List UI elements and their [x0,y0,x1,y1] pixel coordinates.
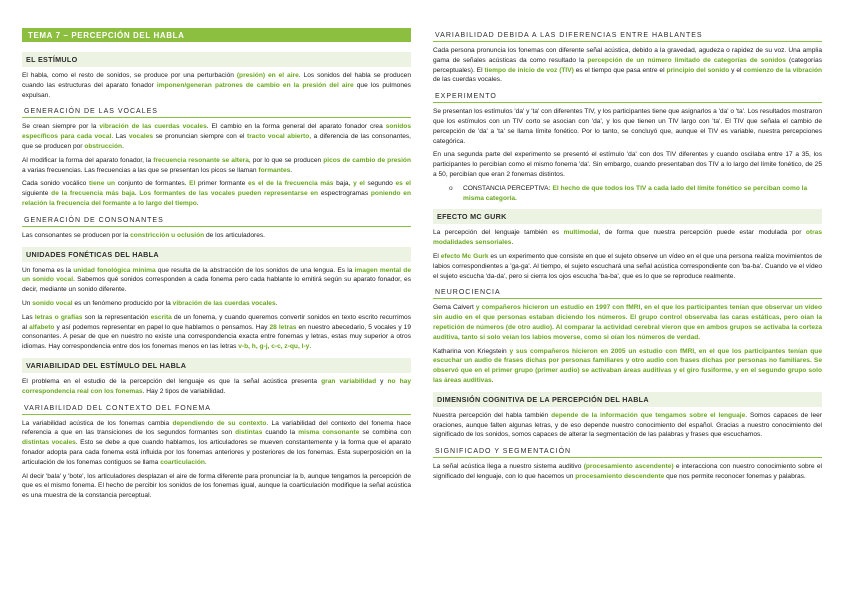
highlighted-term: principio del sonido [666,66,730,74]
highlighted-term: alfabeto [29,323,55,331]
text-run: y [376,377,388,385]
text-run: , de forma que nuestra percepción puede estar modulada por [598,229,806,237]
paragraph [22,122,411,151]
text-run: Se crean siempre por la [22,123,100,131]
paragraph [22,179,411,208]
highlighted-term: vocales [128,133,154,141]
highlighted-term: . El [184,180,198,188]
section-heading: NEUROCIENCIA [433,287,822,299]
text-run: que resulta de la abstracción de los sonidos de una lengua. Es la [155,266,355,274]
text-run: es el tiempo que pasa entre el [573,66,667,74]
paragraph [433,46,822,85]
paragraph [22,419,411,468]
list-item [463,184,822,204]
text-run: Al decir 'bala' y 'bote', los articuladores desplazan el aire de forma diferente para pronunciar la b, aunque tengamos la percepción de que es el mismo fonema. El hecho de percibir los sonidos de los fonemas igual, aunque la coarticulación modifique la señal acústica es una muestra de la constancia perceptual. [22,472,411,500]
highlighted-term: dependiendo de su contexto [172,419,267,427]
highlighted-term: tracto vocal abierto [247,133,310,141]
paragraph [22,377,411,397]
paragraph [22,299,411,309]
text-run: Se presentan los estímulos 'da' y 'ta' con diferentes TIV, y los participantes tiene que asignarlos a 'da' o 'ta'. Los resultados mostraron que los estímulos con un TIV corto se asocian con 'da', y los que tienen un TIV largo con 'ta'. El TIV que señala el cambio de percepción de 'da' a 'ta' se llama límite fonético. Por lo tanto, se concluyó que, aunque el TIV es variable, nuestra percepciones categórica. [433,108,822,145]
section-heading: SIGNIFICADO Y SEGMENTACIÓN [433,446,822,458]
text-run: baja [336,180,349,188]
text-run: de un fonema, y cuando queremos convertir sonidos en texto escrito recurrimos al [22,313,411,331]
text-run: . [122,142,124,150]
highlighted-term: obstrucción [84,142,123,150]
text-run: . [275,299,278,307]
section-unidades [22,247,411,352]
text-run: (categorías perceptuales). El [433,56,822,74]
highlighted-term: constricción u oclusión [130,231,205,239]
section-vocales [22,106,411,208]
highlighted-term: v-b, h, g-j, c-c, z-qu, l-y [238,343,310,351]
text-run: Un [22,299,33,307]
section-heading: EFECTO MC GURK [433,209,822,224]
text-run: . [309,343,312,351]
text-run: a varias frecuencias. Las frecuencias a las que se presentan los picos se llaman [22,166,259,174]
text-run: de los articuladores. [204,231,265,239]
highlighted-term: , y el [348,180,368,188]
section-contexto [22,403,411,501]
text-run: se pronuncian siempre con el [153,133,248,141]
page-title: TEMA 7 – PERCEPCIÓN DEL HABLA [22,28,411,42]
section-neurociencia [433,287,822,385]
highlighted-term: multimodal [563,229,599,237]
section-heading: VARIABILIDAD DEL CONTEXTO DEL FONEMA [22,403,411,415]
text-run: El habla, como el resto de sonidos, se produce por una perturbación [22,72,237,79]
text-run: El [433,252,441,260]
text-run: , por lo que se producen [248,156,324,164]
highlighted-term: es el de la frecuencia más [245,180,337,188]
highlighted-term: (procesamiento ascendente) [583,463,674,471]
text-run: en nuestro abecedario, 5 vocales y 19 consonantes. A pesar de que en nuestro no existe una correspondencia exacta entre fonemas y letras, estas muy superior a otros idiomas. Hay correspondencia entre dos los fonemas menos en las letras [22,323,411,351]
section-heading: EXPERIMENTO [433,91,822,103]
highlighted-term: escrita [150,313,172,321]
highlighted-term: procesamiento descendente [575,472,665,480]
highlighted-term: : El hecho de que todos los TIV a cada lado del límite fonético se perciban como la misma categoría. [463,184,808,202]
highlighted-term: gran variabilidad [321,377,377,385]
highlighted-term: tiempo de inicio de voz (TIV) [484,66,574,74]
text-run: Las consonantes se producen por la [22,231,131,239]
paragraph [22,71,411,100]
text-run: es un fenómeno producido por la [72,299,173,307]
section-experimento [433,91,822,203]
text-run: son la representación [82,313,151,321]
section-heading: DIMENSIÓN COGNITIVA DE LA PERCEPCIÓN DEL HABLA [433,392,822,407]
text-run: CONSTANCIA PERCEPTIVA [463,184,549,192]
highlighted-term: otras modalidades sensoriales [433,229,822,247]
text-run: Al modificar la forma del aparato fonador, la [22,156,154,164]
highlighted-term: imponen/generan patrones de cambio en la presión del aire [156,81,354,89]
text-run: de las cuerdas vocales. [433,76,502,84]
text-run: que los pulmones expulsan. [22,81,411,99]
highlighted-term: imagen mental de un sonido vocal [22,266,411,284]
highlighted-term: depende de la información que tengamos sobre el lenguaje [551,411,746,419]
text-run: . Sabemos qué sonidos corresponden a cada fonema pero cada hablante lo emitirá según su aparato fonador, es decir, mediante un sonido diferente. [22,276,412,294]
text-run: y así podemos representar en papel lo que hablamos o pensamos. Hay [54,323,270,331]
section-heading: VARIABILIDAD DEBIDA A LAS DIFERENCIAS ENTRE HABLANTES [433,30,822,42]
paragraph [433,228,822,248]
highlighted-term: no hay correspondencia real con los fonemas [22,377,411,395]
text-run: Nuestra percepción del habla también [433,411,552,419]
section-estimulo [22,52,411,100]
paragraph [22,472,411,501]
section-heading: VARIABILIDAD DEL ESTÍMULO DEL HABLA [22,358,411,373]
text-run: . Somos capaces de leer oraciones, aunque falten algunas letras, y de eso depende nuestro conocimiento del español. Gracias a nuestro conocimiento del significado de los sonidos, somos capaces de alterar la segmentación de las palabras y frases que escuchamos. [433,411,822,439]
highlighted-term: comienzo de la vibración [743,66,823,74]
paragraph [433,303,822,342]
highlighted-term: tiene un [86,180,118,188]
highlighted-term: frecuencia resonante se altera [153,156,249,164]
highlighted-term: sonido vocal [32,299,73,307]
text-run: conjunto de formantes [117,180,185,188]
highlighted-term: unidad fonológica mínima [73,266,156,274]
highlighted-term: es el [392,180,411,188]
text-run: Cada persona pronuncia los fonemas con diferente señal acústica, debido a la gravedad, agudeza o rapidez de su voz. Una amplia gama de señales acústicas da como resultado la [433,47,822,64]
highlighted-term: 28 letras [269,323,297,331]
section-variabilidad [22,358,411,397]
left-column [22,28,411,600]
section-cognitiva [433,392,822,440]
paragraph [433,411,822,440]
paragraph [22,156,411,176]
section-heading: GENERACIÓN DE CONSONANTES [22,215,411,227]
highlighted-term: de la frecuencia más baja. Los formantes de las vocales pueden representarse en [48,190,321,198]
highlighted-term: y sus compañeros hicieron en 2005 un estudio con fMRI, en el que los participantes tenían que escuchar un audio de frases dichas por personas familiares y otro audio con frases dichas por personas no familiares. Se observó que en el primer grupo (primer audio) se activaban áreas auditivas y el giro fusiforme, y en el segundo grupo solo las áreas auditivas. [433,347,822,384]
text-run: que nos permite reconocer fonemas y palabras. [664,472,806,480]
section-consonantes [22,215,411,241]
text-run: siguiente [22,190,49,198]
text-run: La percepción del lenguaje también es [433,229,564,237]
section-hablantes [433,30,822,85]
text-run: Katharina von Kriegstein [433,347,507,355]
highlighted-term: distintas vocales [22,439,76,447]
paragraph [433,347,822,386]
text-run: En una segunda parte del experimento se presentó el estímulo 'da' con dos TIV diferentes y cuando oscilaba entre 17 a 35, los participantes lo percibían como el mismo fonema 'da'. Sin embargo, cuando presentaban dos TIV a lo largo del límite fonético, de 25 a 50, percibían que eran 2 fonemas distintos. [433,151,822,178]
text-run: es un experimento que consiste en que el sujeto observe un vídeo en el que una persona realiza movimientos de labios correspondientes a 'ga-ga'. Al tiempo, el sujeto escuchará una señal acústica correspondiente con 'ba-ba'. Cuando ve el vídeo el sujeto escucha 'da-da', pero si cierra los ojos escucha 'ba-ba', que es lo que se reproduce realmente. [433,252,822,280]
text-run: y el [729,66,744,74]
highlighted-term: sonidos específicos para cada vocal [22,123,411,141]
text-run: Gema Calvert [433,304,474,312]
section-heading: GENERACIÓN DE LAS VOCALES [22,106,411,118]
text-run: . La variabilidad del contexto del fonema hace referencia a que en las transiciones de los segundos formantes son [22,419,412,437]
section-mcgurk [433,209,822,281]
highlighted-term: misma consonante [298,429,360,437]
paragraph [22,266,411,295]
paragraph [433,252,822,281]
highlighted-term: letras o grafías [34,313,83,321]
section-heading: EL ESTÍMULO [22,52,411,67]
text-run: La variabilidad acústica de los fonemas cambia [22,419,173,427]
highlighted-term: (presión) en el aire [236,72,299,79]
text-run: . Los sonidos del habla se producen cuando las estructuras del aparato fonador [22,72,411,89]
section-significado [433,446,822,482]
paragraph [433,462,822,482]
sub-list [433,184,822,204]
text-run: . Esto se debe a que cuando hablamos, los articuladores se mueven constantemente y la forma que el aparato fonador adopta para cada fonema está influida por los fonemas anteriores y posteriores de los fonemas. Esta superposición en la articulación de los fonemas contiguos se llama [22,439,411,466]
highlighted-term: picos de cambio de presión [323,156,411,164]
highlighted-term: percepción de un número limitado de categorías de sonidos [587,56,786,64]
text-run: segundo [367,180,393,188]
highlighted-term: y compañeros hicieron un estudio en 1997 con fMRI, en el que los participantes tenían que observar un vídeo sin audio en el que personas estaban diciendo los números. El grupo control observaba las caras estáticas, pero oían la repetición de números (de otro audio). Al comparar la actividad cerebral vieron que en ambos grupos se activaba la corteza auditiva, tanto si solo veían los labios moverse, como si oían los números de verdad. [433,304,822,341]
paragraph [433,150,822,179]
highlighted-term: distintas [235,429,263,437]
text-run: . [204,458,207,466]
highlighted-term: coarticulación [160,458,205,466]
highlighted-term: efecto Mc Gurk [440,252,489,260]
text-run: e interacciona con nuestro conocimiento sobre el significado del lenguaje, con lo que hacemos un [433,463,822,480]
section-heading: UNIDADES FONÉTICAS DEL HABLA [22,247,411,262]
text-run: . El cambio en la forma general del aparato fonador crea [206,123,386,131]
highlighted-term: formantes [258,166,291,174]
paragraph [22,231,411,241]
text-run: primer formante [198,180,246,188]
text-run: Un fonema es la [22,266,74,274]
text-run: Las [22,313,35,321]
paragraph [433,107,822,146]
highlighted-term: vibración de las cuerdas vocales [99,123,207,131]
text-run: . Hay 2 tipos de variabilidad. [142,387,226,395]
text-run: se combina con [359,429,412,437]
text-run: La señal acústica llega a nuestro sistema auditivo [433,463,584,471]
highlighted-term: poniendo en relación la frecuencia del formante a lo largo del tiempo. [22,190,412,207]
text-run: , a diferencia de las consonantes, que se producen por [22,133,411,150]
text-run: El problema en el estudio de la percepción del lenguaje es que la señal acústica presenta [22,377,322,385]
text-run: . [511,239,514,247]
text-run: cuando la [262,429,299,437]
text-run: Cada sonido vocálico [22,180,87,188]
text-run: . Las [111,133,129,141]
text-run: espectrogramas [320,190,369,198]
right-column [433,28,822,600]
text-run: . [290,166,293,174]
paragraph [22,313,411,352]
highlighted-term: vibración de las cuerdas vocales [172,299,276,307]
